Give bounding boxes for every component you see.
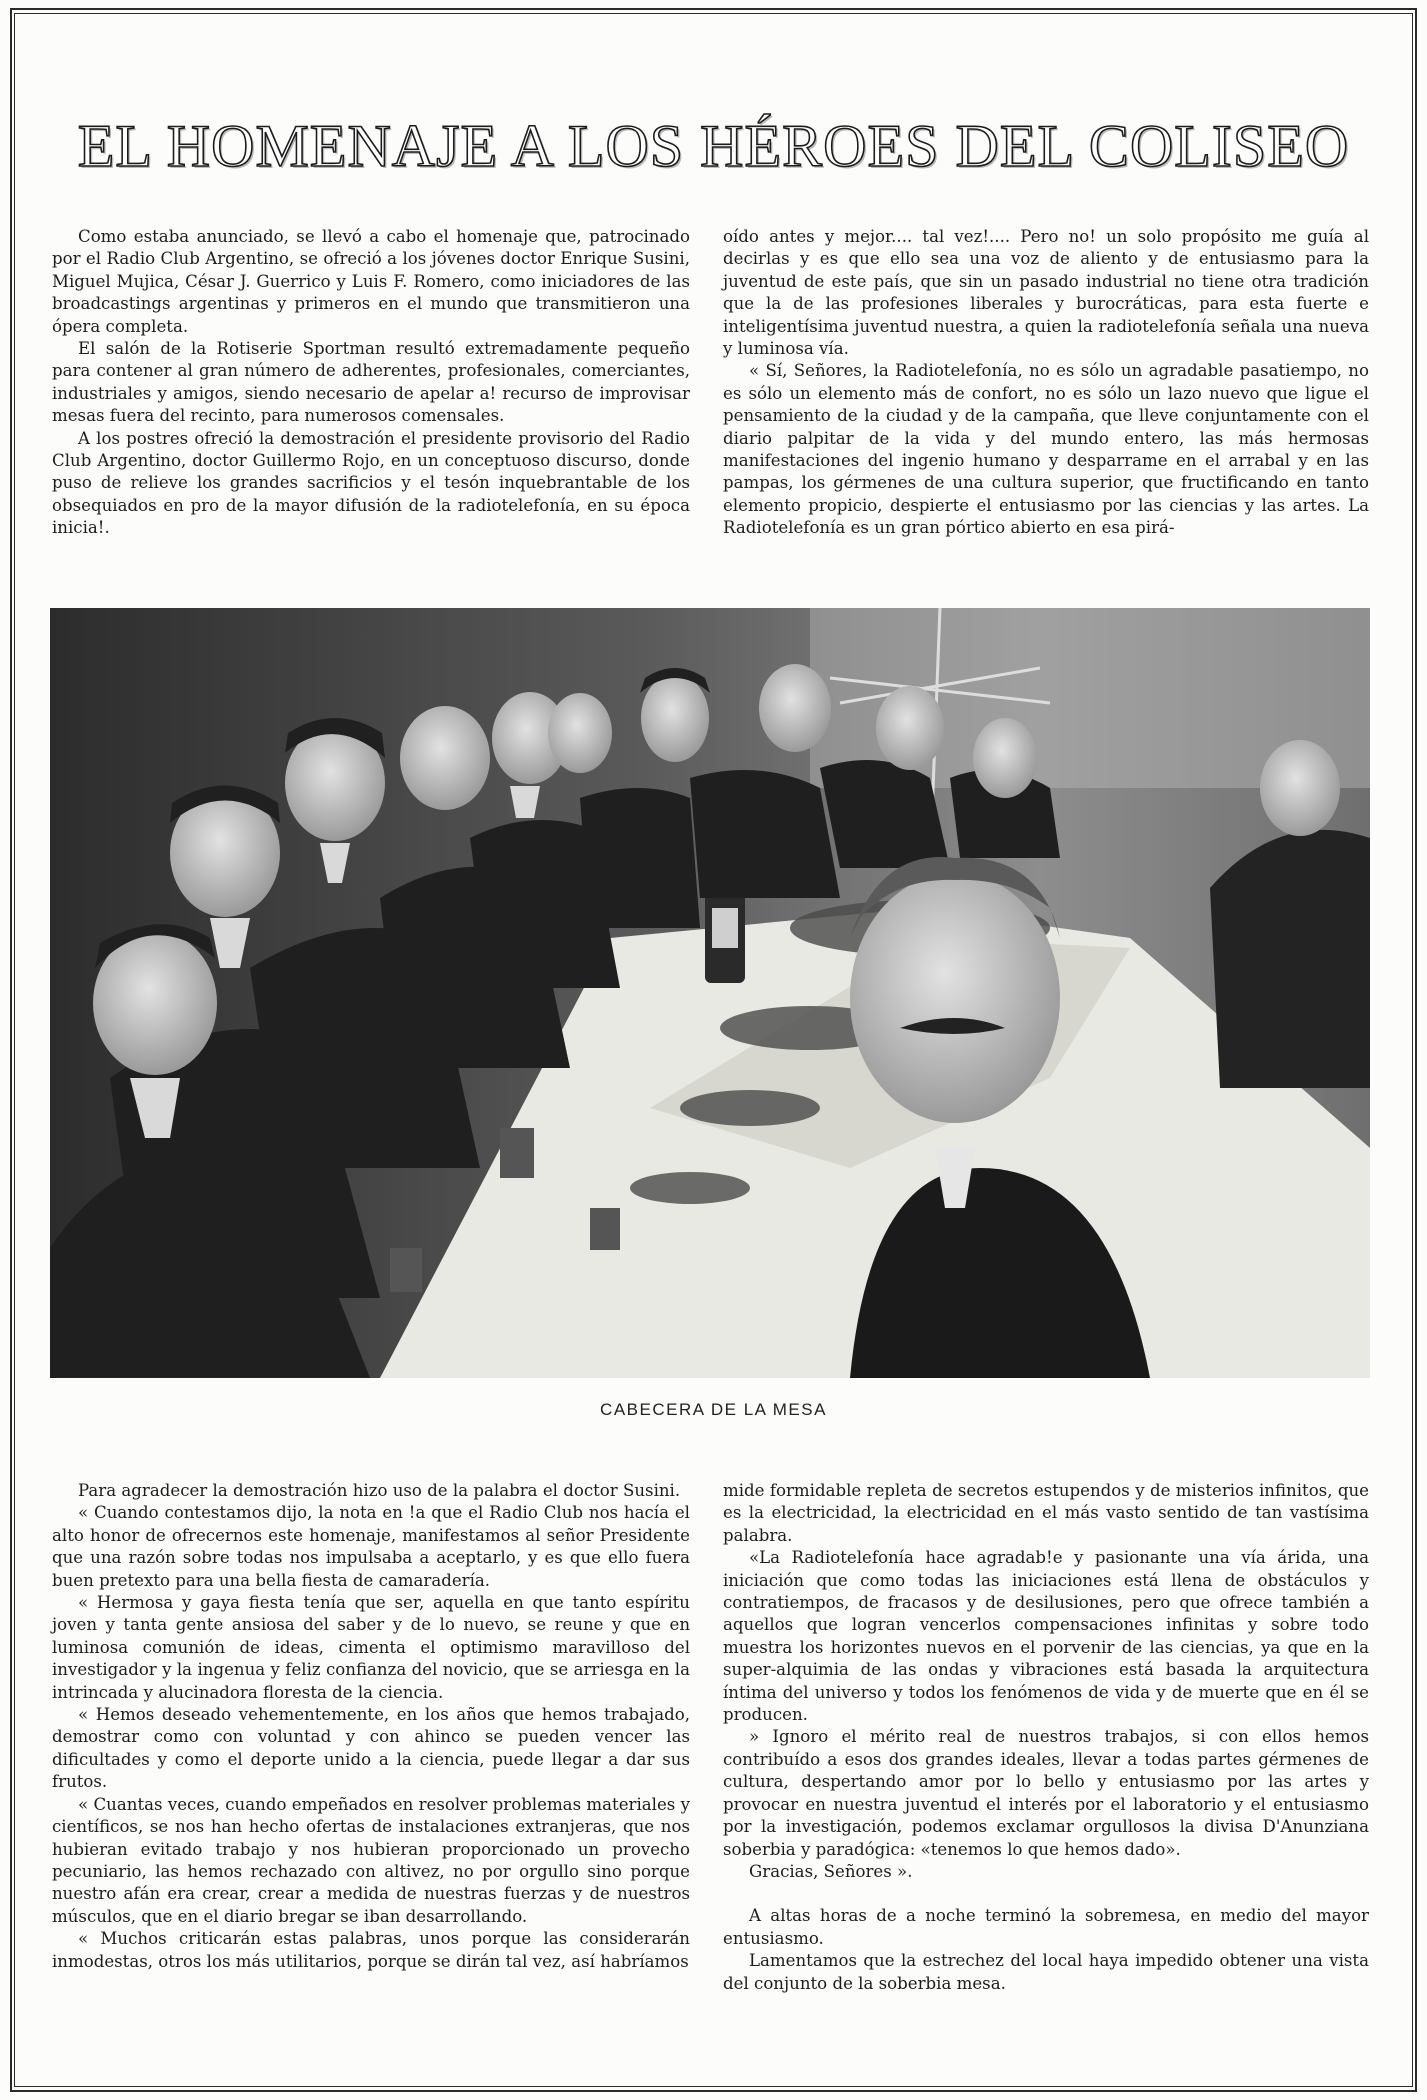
- paragraph: Lamentamos que la estrechez del local haya impedido obtener una vista del conjunto de la soberbia mesa.: [723, 1951, 1369, 1993]
- paragraph: El salón de la Rotiserie Sportman resultó extremadamente pequeño para contener al gran número de adherentes, profesionales, comerciantes, industriales y amigos, siendo necesario de apelar a! recurso de improvisar mesas fuera del recinto, para numerosos comensales.: [52, 339, 690, 426]
- paragraph: Gracias, Señores ».: [749, 1861, 913, 1881]
- column-top-right: [723, 226, 1369, 540]
- banquet-photograph: [50, 608, 1370, 1378]
- paragraph: « Muchos criticarán estas palabras, unos porque las considerarán inmodestas, otros los más utilitarios, porque se dirán tal vez, así habríamos: [52, 1929, 690, 1971]
- paragraph: Para agradecer la demostración hizo uso de la palabra el doctor Susini.: [78, 1481, 681, 1500]
- photo-caption: CABECERA DE LA MESA: [600, 1400, 827, 1419]
- paragraph: mide formidable repleta de secretos estupendos y de misterios infinitos, que es la electricidad, la electricidad en el más vasto sentido de tan vastísima palabra.: [723, 1481, 1369, 1545]
- paragraph: «La Radiotelefonía hace agradab!e y pasionante una vía árida, una iniciación que como todas las iniciaciones está llena de obstáculos y contratiempos, de fracasos y de desilusiones, pero que ofrece también a aquellos que logran vencerlos compensaciones infinitas y sobre todo muestra los horizontes nuevos en el porvenir de las ciencias, ya que en la super-alquimia de las ondas y vibraciones está basada la arquitectura íntima del universo y todos los fenómenos de vida y de muerte que en él se producen.: [723, 1548, 1369, 1725]
- paragraph: « Cuando contestamos dijo, la nota en !a que el Radio Club nos hacía el alto honor de ofrecernos este homenaje, manifestamos al señor Presidente que una razón sobre todas nos impulsaba a aceptarlo, y es que ello fuera buen pretexto para una bella fiesta de camaradería.: [52, 1503, 690, 1590]
- paragraph: « Cuantas veces, cuando empeñados en resolver problemas materiales y científicos, se nos han hecho ofertas de instalaciones extranjeras, que nos hubieran evitado trabajo y nos hubieran proporcionado un provecho pecuniario, las hemos rechazado con altivez, no por orgullo sino porque nuestro afán era crear, crear a medida de nuestras fuerzas y de nuestros músculos, que en el diario bregar se iban desarrollando.: [52, 1794, 690, 1926]
- column-top-left: [52, 226, 690, 540]
- column-bottom-left: [52, 1480, 690, 1973]
- article-title: EL HOMENAJE A LOS HÉROES DEL COLISEO: [77, 113, 1350, 179]
- paragraph: « Sí, Señores, la Radiotelefonía, no es sólo un agradable pasatiempo, no es sólo un elemento más de confort, no es sólo un lazo nuevo que ligue el pensamiento de la ciudad y de la campaña, que lleve conjuntamente con el diario palpitar de la vida y del mundo entero, las más hermosas manifestaciones del ingenio humano y desparrame en el arrabal y en las pampas, los gérmenes de una cultura superior, que fructificando en tanto elemento propicio, despierte el entusiasmo por las ciencias y las artes. La Radiotelefonía es un gran pórtico abierto en esa pirá-: [723, 361, 1369, 538]
- paragraph: oído antes y mejor.... tal vez!.... Pero no! un solo propósito me guía al decirlas y es que ello sea una voz de aliento y de entusiasmo para la juventud de este país, que sin un pasado industrial no tiene otra tradición que la de las profesiones liberales y burocráticas, para esta fuerte e inteligentísima juventud nuestra, a quien la radiotelefonía señala una nueva y luminosa vía.: [723, 227, 1369, 359]
- paragraph: A altas horas de a noche terminó la sobremesa, en medio del mayor entusiasmo.: [723, 1906, 1369, 1948]
- paragraph: A los postres ofreció la demostración el presidente provisorio del Radio Club Argentino, doctor Guillermo Rojo, en un conceptuoso discurso, donde puso de relieve los grandes sacrificios y el tesón inquebrantable de los obsequiados en pro de la mayor difusión de la radiotelefonía, en su época inicia!.: [52, 428, 690, 538]
- paragraph: » Ignoro el mérito real de nuestros trabajos, si con ellos hemos contribuído a esos dos grandes ideales, llevar a todas partes gérmenes de cultura, despertando amor por lo bello y entusiasmo por las artes y provocar en nuestra juventud el interés por el laboratorio y el entusiasmo por la investigación, podemos exclamar orgullosos la divisa D'Anunziana soberbia y paradógica: «tenemos lo que hemos dado».: [723, 1727, 1369, 1859]
- paragraph: Como estaba anunciado, se llevó a cabo el homenaje que, patrocinado por el Radio Club Argentino, se ofreció a los jóvenes doctor Enrique Susini, Miguel Mujica, César J. Guerrico y Luis F. Romero, como iniciadores de las broadcastings argentinas y primeros en el mundo que transmitieron una ópera completa.: [52, 227, 690, 336]
- paragraph: « Hemos deseado vehementemente, en los años que hemos trabajado, demostrar como con voluntad y con ahinco se pueden vencer las dificultades y como el deporte unido a la ciencia, puede llegar a dar sus frutos.: [52, 1705, 690, 1792]
- paragraph: « Hermosa y gaya fiesta tenía que ser, aquella en que tanto espíritu joven y tanta gente ansiosa del saber y de lo nuevo, se reune y que en luminosa comunión de ideas, cimenta el optimismo maravilloso del investigador y la ingenua y feliz confianza del novicio, que se arriesga en la intrincada y alucinadora floresta de la ciencia.: [52, 1593, 690, 1702]
- column-bottom-right: [723, 1480, 1369, 1995]
